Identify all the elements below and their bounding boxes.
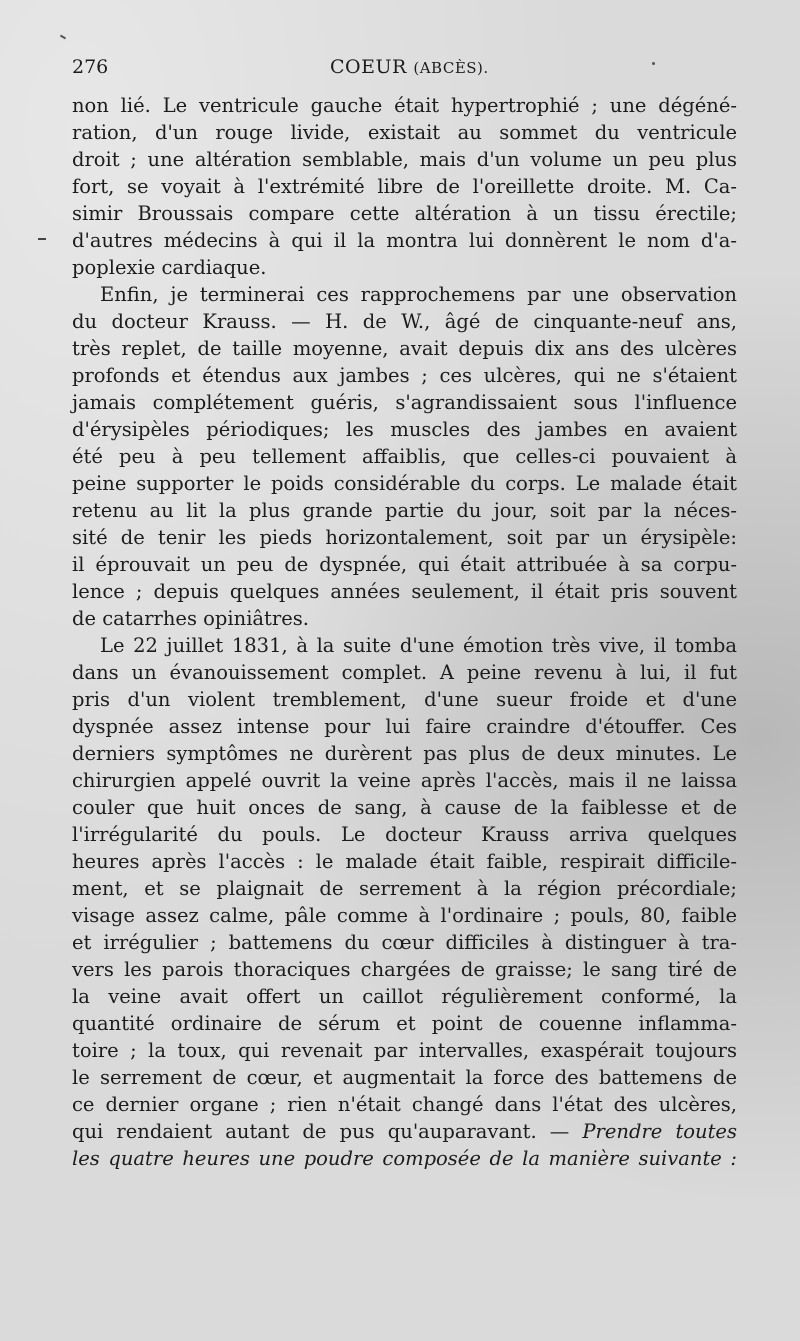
text-line: dans un évanouissement complet. A peine revenu à lui, il fut bbox=[72, 661, 737, 684]
text-line: le serrement de cœur, et augmentait la force des battemens de bbox=[72, 1066, 737, 1089]
text-line: jamais complétement guéris, s'agrandissaient sous l'influence bbox=[72, 391, 737, 414]
running-head-title: COEUR bbox=[330, 56, 407, 78]
text-line: pris d'un violent tremblement, d'une sueur froide et d'une bbox=[72, 688, 737, 711]
paragraph-start-line: Enfin, je terminerai ces rapprochemens par une observation bbox=[100, 283, 737, 306]
text-line-italic: Prendre toutes bbox=[569, 1120, 737, 1143]
page-header bbox=[72, 56, 737, 86]
text-line: ce dernier organe ; rien n'était changé dans l'état des ulcères, bbox=[72, 1093, 737, 1116]
margin-dash bbox=[38, 238, 46, 240]
text-line: simir Broussais compare cette altération à un tissu érectile; bbox=[72, 202, 737, 225]
text-line: d'érysipèles périodiques; les muscles des jambes en avaient bbox=[72, 418, 737, 441]
text-line: et irrégulier ; battemens du cœur difficiles à distinguer à tra- bbox=[72, 931, 737, 954]
text-line: dyspnée assez intense pour lui faire craindre d'étouffer. Ces bbox=[72, 715, 737, 738]
text-line: fort, se voyait à l'extrémité libre de l'oreillette droite. M. Ca- bbox=[72, 175, 737, 198]
text-line: derniers symptômes ne durèrent pas plus de deux minutes. Le bbox=[72, 742, 737, 765]
text-line: profonds et étendus aux jambes ; ces ulcères, qui ne s'étaient bbox=[72, 364, 737, 387]
text-line-roman: qui rendaient autant de pus qu'auparavant. — bbox=[72, 1120, 570, 1143]
text-line: très replet, de taille moyenne, avait depuis dix ans des ulcères bbox=[72, 337, 737, 360]
text-line: retenu au lit la plus grande partie du jour, soit par la néces- bbox=[72, 499, 737, 522]
paragraph-end-line: poplexie cardiaque. bbox=[72, 256, 267, 279]
text-line-mixed bbox=[72, 1118, 737, 1145]
text-line: couler que huit onces de sang, à cause de la faiblesse et de bbox=[72, 796, 737, 819]
text-line-italic: les quatre heures une poudre composée de la manière suivante : bbox=[72, 1147, 737, 1170]
text-line: ment, et se plaignait de serrement à la région précordiale; bbox=[72, 877, 737, 900]
running-head-subtitle: (ABCÈS). bbox=[413, 59, 489, 77]
text-line: toire ; la toux, qui revenait par intervalles, exaspérait toujours bbox=[72, 1039, 737, 1062]
text-line: l'irrégularité du pouls. Le docteur Krauss arriva quelques bbox=[72, 823, 737, 846]
page-number: 276 bbox=[72, 56, 109, 78]
text-line: peine supporter le poids considérable du corps. Le malade était bbox=[72, 472, 737, 495]
text-line: vers les parois thoraciques chargées de graisse; le sang tiré de bbox=[72, 958, 737, 981]
print-mark bbox=[60, 35, 66, 40]
text-line: sité de tenir les pieds horizontalement, soit par un érysipèle: bbox=[72, 526, 737, 549]
text-line: d'autres médecins à qui il la montra lui donnèrent le nom d'a- bbox=[72, 229, 737, 252]
body-text bbox=[72, 92, 737, 1172]
text-line: lence ; depuis quelques années seulement, il était pris souvent bbox=[72, 580, 737, 603]
text-line: la veine avait offert un caillot régulièrement conformé, la bbox=[72, 985, 737, 1008]
text-line: visage assez calme, pâle comme à l'ordinaire ; pouls, 80, faible bbox=[72, 904, 737, 927]
paragraph-start-line: Le 22 juillet 1831, à la suite d'une émotion très vive, il tomba bbox=[100, 634, 737, 657]
text-line: chirurgien appelé ouvrit la veine après l'accès, mais il ne laissa bbox=[72, 769, 737, 792]
text-line: ration, d'un rouge livide, existait au sommet du ventricule bbox=[72, 121, 737, 144]
text-line: quantité ordinaire de sérum et point de couenne inflamma- bbox=[72, 1012, 737, 1035]
text-line: été peu à peu tellement affaiblis, que celles-ci pouvaient à bbox=[72, 445, 737, 468]
text-line: du docteur Krauss. — H. de W., âgé de cinquante-neuf ans, bbox=[72, 310, 737, 333]
text-line: il éprouvait un peu de dyspnée, qui était attribuée à sa corpu- bbox=[72, 553, 737, 576]
text-line: non lié. Le ventricule gauche était hypertrophié ; une dégéné- bbox=[72, 94, 737, 117]
text-line: heures après l'accès : le malade était faible, respirait difficile- bbox=[72, 850, 737, 873]
running-head bbox=[330, 56, 489, 78]
paragraph-end-line: de catarrhes opiniâtres. bbox=[72, 607, 309, 630]
text-line: droit ; une altération semblable, mais d'un volume un peu plus bbox=[72, 148, 737, 171]
